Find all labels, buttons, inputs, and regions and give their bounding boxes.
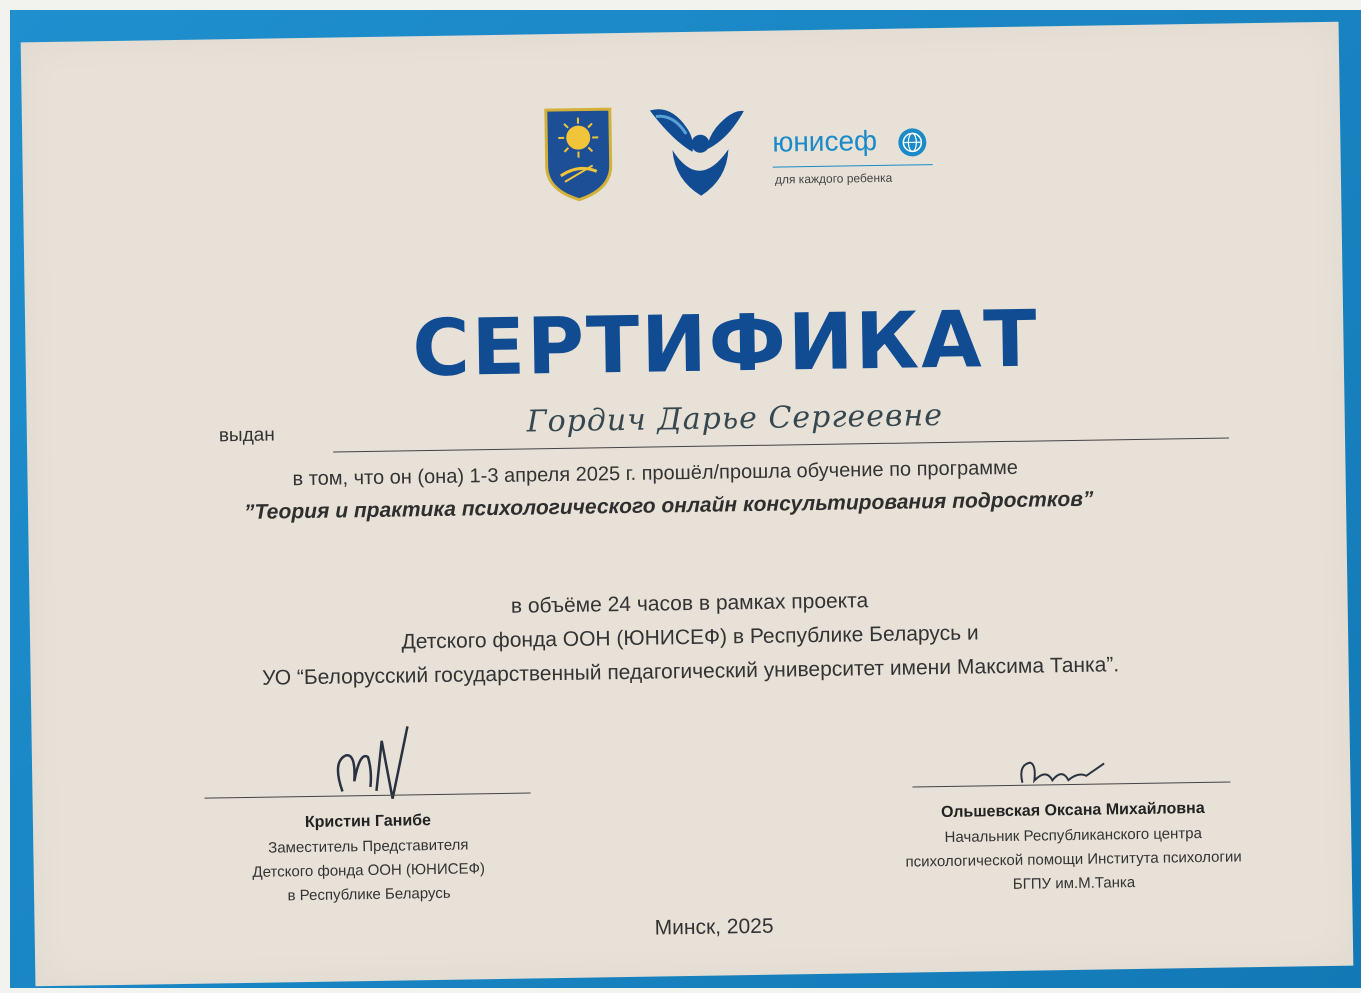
right-signatory-name: Ольшевская Оксана Михайловна <box>940 799 1205 822</box>
certificate-title: СЕРТИФИКАТ <box>411 294 1040 395</box>
left-signatory-role-2: Детского фонда ООН (ЮНИСЕФ) <box>252 860 486 881</box>
university-text: УО “Белорусский государственный педагогический университет имени Максима Танка”. <box>261 653 1120 690</box>
left-signatory-name: Кристин Ганибе <box>304 812 432 832</box>
unicef-globe-icon <box>896 126 928 158</box>
left-signatory-role-3: в Республике Беларусь <box>287 884 451 905</box>
unicef-name: юнисеф <box>772 124 878 158</box>
recipient-line <box>333 437 1229 452</box>
training-dates-text: в том, что он (она) 1-3 апреля 2025 г. прошёл/прошла обучение по программе <box>292 456 1019 491</box>
logo-strip <box>542 96 964 213</box>
unicef-logo <box>772 124 953 197</box>
unicef-tagline: для каждого ребенка <box>774 170 893 187</box>
blue-frame <box>10 10 1361 988</box>
volume-text: в объёме 24 часов в рамках проекта <box>510 589 869 618</box>
issued-label: выдан <box>218 424 275 447</box>
certificate-card <box>21 22 1354 987</box>
left-signatory-role-1: Заместитель Представителя <box>268 836 469 857</box>
right-signatory-role-2: психологической помощи Института психологии <box>905 848 1242 871</box>
right-signatory-role-1: Начальник Республиканского центра <box>944 824 1203 846</box>
coat-of-arms-icon <box>542 105 615 202</box>
right-signatory-role-3: БГПУ им.М.Танка <box>1012 874 1136 893</box>
right-signature-icon <box>1012 745 1113 797</box>
helping-hands-logo-icon <box>642 99 754 201</box>
fund-text: Детского фонда ООН (ЮНИСЕФ) в Республике Беларусь и <box>401 621 979 654</box>
recipient-handwritten-name: Гордич Дарье Сергеевне <box>526 397 944 440</box>
unicef-rule <box>773 164 933 168</box>
program-title: ”Теория и практика психологического онлайн консультирования подростков” <box>243 487 1094 524</box>
left-signature-icon <box>311 720 442 812</box>
place-date: Минск, 2025 <box>654 914 774 940</box>
